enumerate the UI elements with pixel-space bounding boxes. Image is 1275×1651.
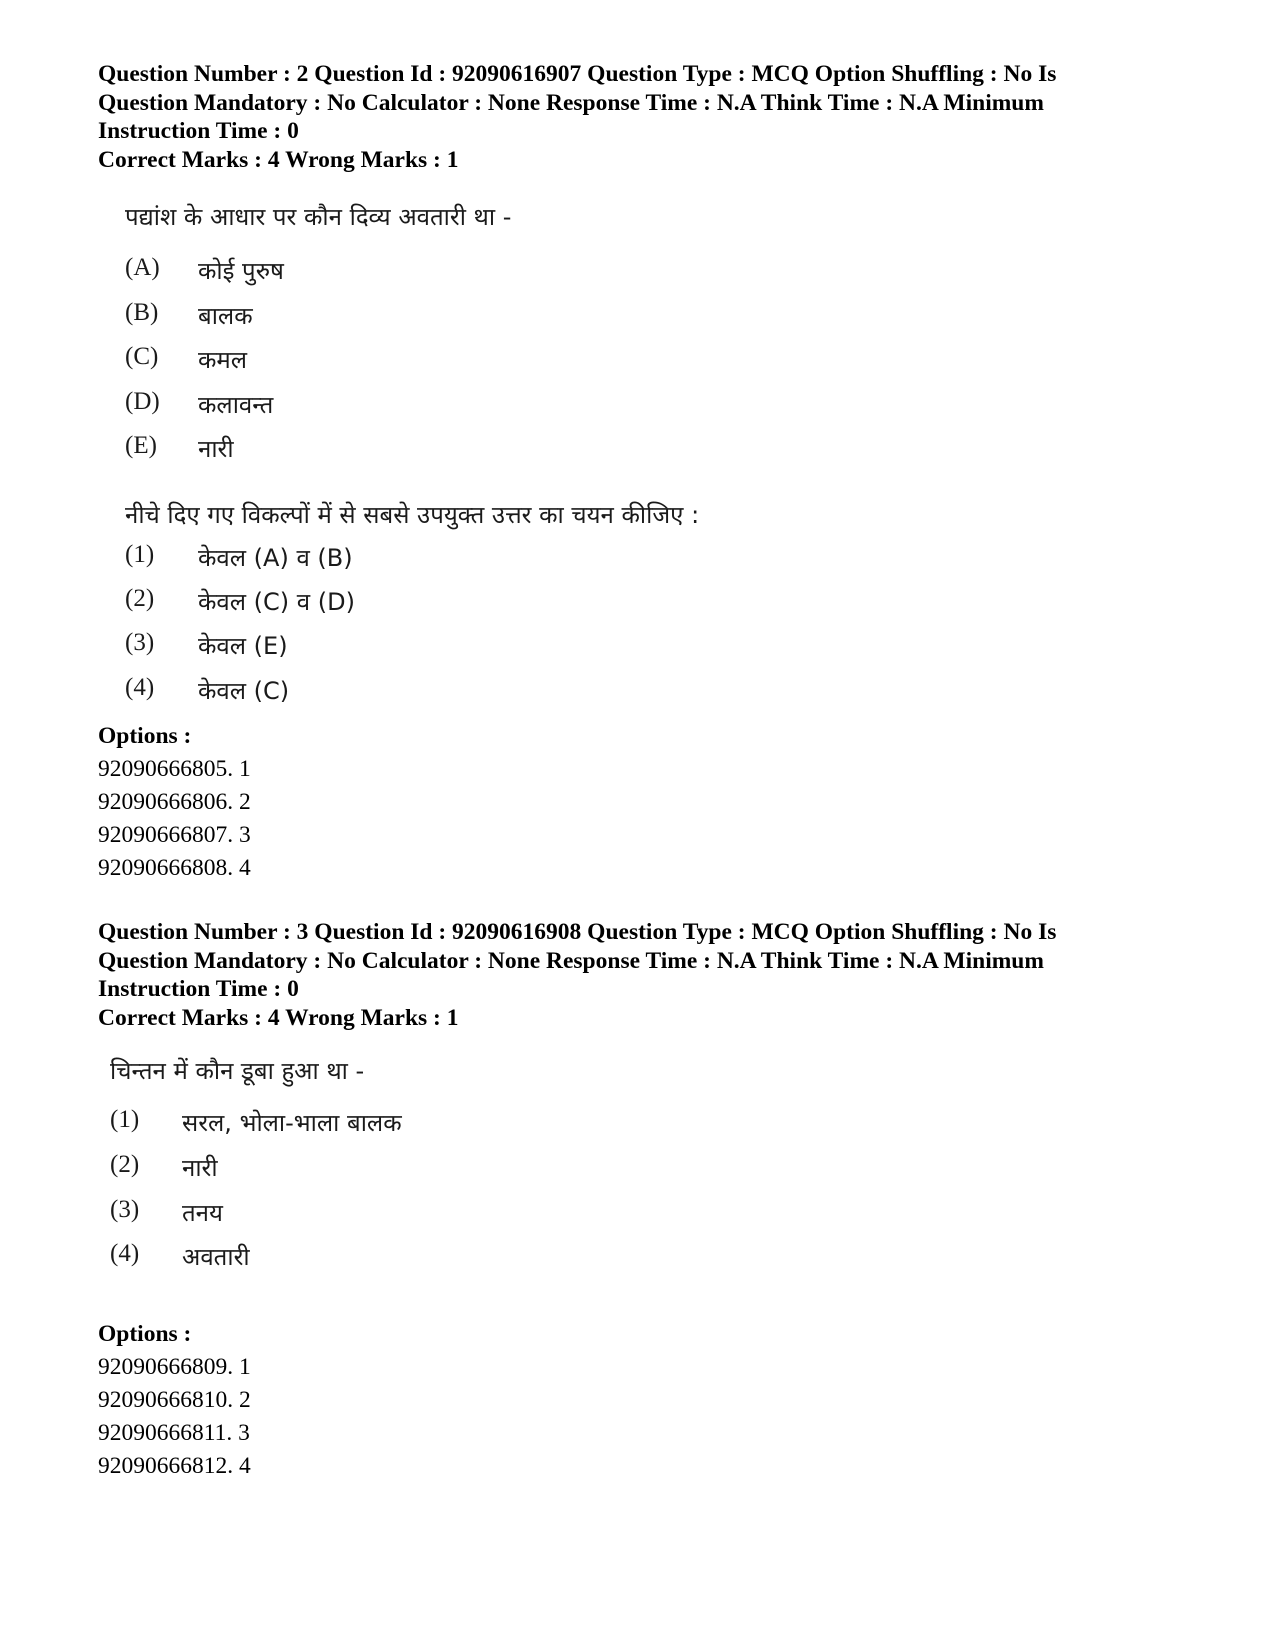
choice-text: केवल (C) व (D) bbox=[198, 588, 355, 616]
question-2-option-row: 92090666808. 4 bbox=[98, 855, 251, 881]
choice-text: केवल (C) bbox=[198, 677, 290, 705]
item-text: कलावन्त bbox=[198, 391, 274, 419]
question-3-meta-line-2: Question Mandatory : No Calculator : None Response Time : N.A Think Time : N.A Minimum bbox=[98, 947, 1044, 974]
question-3-option-row: 92090666812. 4 bbox=[98, 1453, 251, 1479]
question-2-option-row: 92090666807. 3 bbox=[98, 822, 251, 848]
item-text: कोई पुरुष bbox=[198, 257, 284, 285]
choice-text: केवल (E) bbox=[198, 632, 288, 660]
item-text: बालक bbox=[198, 302, 253, 330]
question-3-header bbox=[98, 918, 1178, 1004]
item-label: (D) bbox=[125, 388, 160, 415]
choice-label: (4) bbox=[110, 1240, 140, 1267]
choice-text: सरल, भोला-भाला बालक bbox=[182, 1109, 402, 1137]
question-2-option-row: 92090666805. 1 bbox=[98, 756, 251, 782]
choice-label: (1) bbox=[125, 541, 155, 568]
choice-label: (4) bbox=[125, 674, 155, 701]
choice-text: अवतारी bbox=[182, 1243, 250, 1271]
question-2-option-row: 92090666806. 2 bbox=[98, 789, 251, 815]
question-2-meta-line-1: Question Number : 2 Question Id : 92090616907 Question Type : MCQ Option Shuffling : No Is bbox=[98, 61, 1057, 87]
choice-text: नारी bbox=[182, 1154, 218, 1182]
question-3-meta-line-3: Instruction Time : 0 bbox=[98, 976, 299, 1002]
item-label: (C) bbox=[125, 343, 159, 370]
item-label: (E) bbox=[125, 432, 157, 459]
choice-text: केवल (A) व (B) bbox=[198, 544, 353, 572]
question-2-meta-line-3: Instruction Time : 0 bbox=[98, 118, 299, 144]
question-3-option-row: 92090666811. 3 bbox=[98, 1420, 250, 1446]
question-3-stem: चिन्तन में कौन डूबा हुआ था - bbox=[110, 1057, 365, 1085]
choice-label: (2) bbox=[125, 585, 155, 612]
question-3-marks: Correct Marks : 4 Wrong Marks : 1 bbox=[98, 1005, 459, 1031]
question-2-marks: Correct Marks : 4 Wrong Marks : 1 bbox=[98, 147, 459, 173]
question-3-options-heading: Options : bbox=[98, 1321, 192, 1347]
question-2-options-heading: Options : bbox=[98, 723, 192, 749]
question-3-option-row: 92090666809. 1 bbox=[98, 1354, 251, 1380]
choice-text: तनय bbox=[182, 1199, 223, 1227]
item-label: (A) bbox=[125, 254, 160, 281]
choice-label: (2) bbox=[110, 1151, 140, 1178]
choice-label: (1) bbox=[110, 1106, 140, 1133]
choice-label: (3) bbox=[110, 1196, 140, 1223]
item-label: (B) bbox=[125, 299, 159, 326]
item-text: नारी bbox=[198, 435, 234, 463]
question-2-header bbox=[98, 60, 1178, 146]
question-3-option-row: 92090666810. 2 bbox=[98, 1387, 251, 1413]
question-2-meta-line-2: Question Mandatory : No Calculator : None Response Time : N.A Think Time : N.A Minimum bbox=[98, 89, 1044, 116]
question-2-stem: पद्यांश के आधार पर कौन दिव्य अवतारी था - bbox=[125, 203, 512, 231]
question-3-meta-line-1: Question Number : 3 Question Id : 92090616908 Question Type : MCQ Option Shuffling : No Is bbox=[98, 919, 1057, 945]
question-2-instruction: नीचे दिए गए विकल्पों में से सबसे उपयुक्त उत्तर का चयन कीजिए : bbox=[125, 501, 700, 529]
choice-label: (3) bbox=[125, 629, 155, 656]
item-text: कमल bbox=[198, 346, 248, 374]
